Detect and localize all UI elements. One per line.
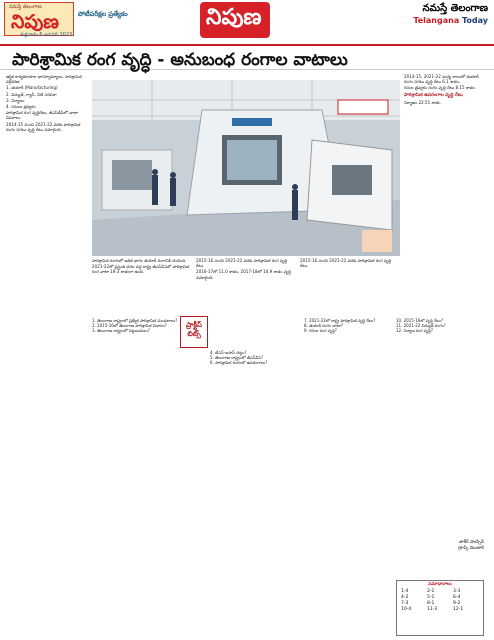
newspaper-subtitle [396, 16, 488, 25]
answer-item: 12-1 [453, 607, 464, 612]
practice-bits-badge [180, 316, 208, 348]
author-role: గ్రూప్స్ మెంటార్ [458, 546, 484, 551]
answer-item: 7-3 [401, 601, 409, 606]
col1-para: 2014-15 నుంచి 2021-22 వరకు పారిశ్రామిక రంగం సగటు వృద్ధి రేటు నమోదైంది. [6, 121, 81, 132]
col3b-para: 2015-16 నుంచి 2021-22 వరకు పారిశ్రామిక రంగ వృద్ధి రేటు. [300, 258, 392, 269]
quiz-column-4 [396, 318, 486, 536]
answer-key-box [396, 580, 484, 636]
masthead [0, 0, 494, 44]
quiz-question: 4. టీఎస్-ఐపాస్ చట్టం? [210, 350, 247, 355]
col1-para: 1. తయారీ (Manufacturing) [6, 85, 58, 91]
answer-item: 11-3 [427, 607, 438, 612]
newspaper-brand [396, 2, 488, 38]
answer-item: 3-3 [453, 589, 461, 594]
article-column-3b [300, 258, 400, 314]
quiz-question: 6. పారిశ్రామిక రంగంలో ఉపరంగాలు? [210, 360, 268, 366]
author-credit [396, 540, 484, 552]
quiz-column-1 [92, 318, 178, 636]
quiz-question: 7. 2021-22లో రాష్ట్ర పారిశ్రామిక వృద్ధి రేటు? [304, 318, 376, 323]
center-logo-text: నిపుణ [206, 4, 262, 30]
answer-item: 4-2 [401, 595, 409, 600]
quiz-question: 5. తెలంగాణ రాష్ట్రంలో జీఎస్‌వీఏ? [210, 355, 264, 361]
answer-key-grid [397, 589, 483, 613]
answer-item: 8-1 [427, 601, 435, 606]
factory-illustration [92, 80, 400, 256]
answer-item: 9-2 [453, 601, 461, 606]
col1-para: ఆర్థిక కార్యకలాపాల భాగస్వామ్యాలు, పారిశ్రామిక వర్గీకరణ: [6, 74, 82, 85]
col1-para: 4. గనులు త్రవ్వకం [6, 104, 36, 110]
factory-photo [92, 80, 400, 256]
title-band [0, 44, 494, 70]
col4-para: నిర్మాణం 22.51 శాతం [404, 99, 441, 105]
answer-item: 6-4 [453, 595, 461, 600]
nipuna-logo-text: నిపుణ [11, 11, 59, 33]
col1-para: 3. నిర్మాణం [6, 97, 25, 103]
bits-label: బిట్స్ [187, 330, 201, 338]
quiz-question: 1. తెలంగాణ రాష్ట్రంలో ప్రత్యేక పారిశ్రామిక మండలాలు? [92, 318, 178, 323]
article-column-4 [404, 74, 488, 314]
quiz-question: 10. 2015-16లో వృద్ధి రేటు? [396, 318, 444, 323]
quiz-column-2 [210, 350, 300, 636]
quiz-question: 2. 2015-16లో తెలంగాణ పారిశ్రామిక విధానం? [92, 323, 167, 329]
issue-date: శుక్రవారం 6 జనవరి 2023 [20, 32, 73, 38]
answer-item: 2-1 [427, 589, 435, 594]
nipuna-logo-box [4, 2, 74, 36]
author-name: జాకీర్ హుస్సేన్ [459, 540, 484, 545]
article-column-2 [92, 258, 192, 314]
quiz-question: 11. 2021-22 విద్యుత్ రంగం? [396, 323, 446, 329]
competitive-exams-label: పోటీపరీక్షల ప్రత్యేకం [78, 10, 128, 18]
col4-para: 2014-15, 2021-22 మధ్య కాలంలో తయారీ రంగం సగటు వృద్ధి రేటు 6.1 శాతం. [404, 74, 479, 85]
quiz-question: 9. గనుల రంగ వృద్ధి? [304, 328, 337, 334]
newspaper-subtitle-telangana: Telangana [413, 16, 460, 25]
newspaper-name: నమస్తే తెలంగాణ [422, 3, 488, 14]
answer-key-title: సమాధానాలు [428, 582, 452, 587]
article-column-1 [6, 74, 90, 314]
newspaper-subtitle-today: Today [462, 16, 488, 25]
answer-item: 10-4 [401, 607, 412, 612]
article-title: పారిశ్రామిక రంగ వృద్ధి - అనుబంధ రంగాల వాటాలు [12, 50, 348, 70]
quiz-question: 8. తయారీ రంగం వాటా? [304, 323, 343, 329]
practice-label: ప్రాక్టీస్ [186, 321, 202, 329]
center-logo [200, 2, 270, 38]
answer-item: 1-4 [401, 589, 409, 594]
quiz-question: 3. తెలంగాణ రాష్ట్రంలో పెట్టుబడులు? [92, 328, 150, 334]
article-column-3 [196, 258, 296, 314]
col4-para: గనుల త్రవ్వకం రంగం వృద్ధి రేటు 8.15 శాతం. [404, 85, 477, 91]
col1-para: 2. విద్యుత్, గ్యాస్, నీటి సరఫరా [6, 91, 57, 97]
quiz-question: 12. నిర్మాణ రంగ వృద్ధి? [396, 328, 433, 334]
subsector-heading: పారిశ్రామిక ఉపరంగాల వృద్ధి రేటు [404, 92, 463, 98]
col1-para: పారిశ్రామిక రంగ వృద్ధిరేటు, జీఎస్‌డీపీలో వాటా వివరాలు. [6, 110, 78, 121]
answer-item: 5-1 [427, 595, 435, 600]
col2-para: పారిశ్రామిక రంగంలో అధిక భాగం తయారీ రంగానికి చెందింది. [92, 258, 187, 263]
nipuna-tagline: నమస్తే తెలంగాణ [9, 4, 42, 10]
quiz-column-3 [304, 318, 392, 636]
col3-para: 2015-16 నుంచి 2021-22 వరకు పారిశ్రామిక రంగ వృద్ధి రేటు. [196, 258, 288, 269]
col3-para: 2016-17లో 11.0 శాతం, 2017-18లో 10.9 శాతం వృద్ధి నమోదైంది. [196, 269, 291, 280]
col2-para: 2021-22లో ప్రస్తుత ధరల వద్ద రాష్ట్ర జీఎస్‌వీఏలో పారిశ్రామిక రంగ వాటా 19.3 శాతంగా ఉంది. [92, 264, 190, 275]
